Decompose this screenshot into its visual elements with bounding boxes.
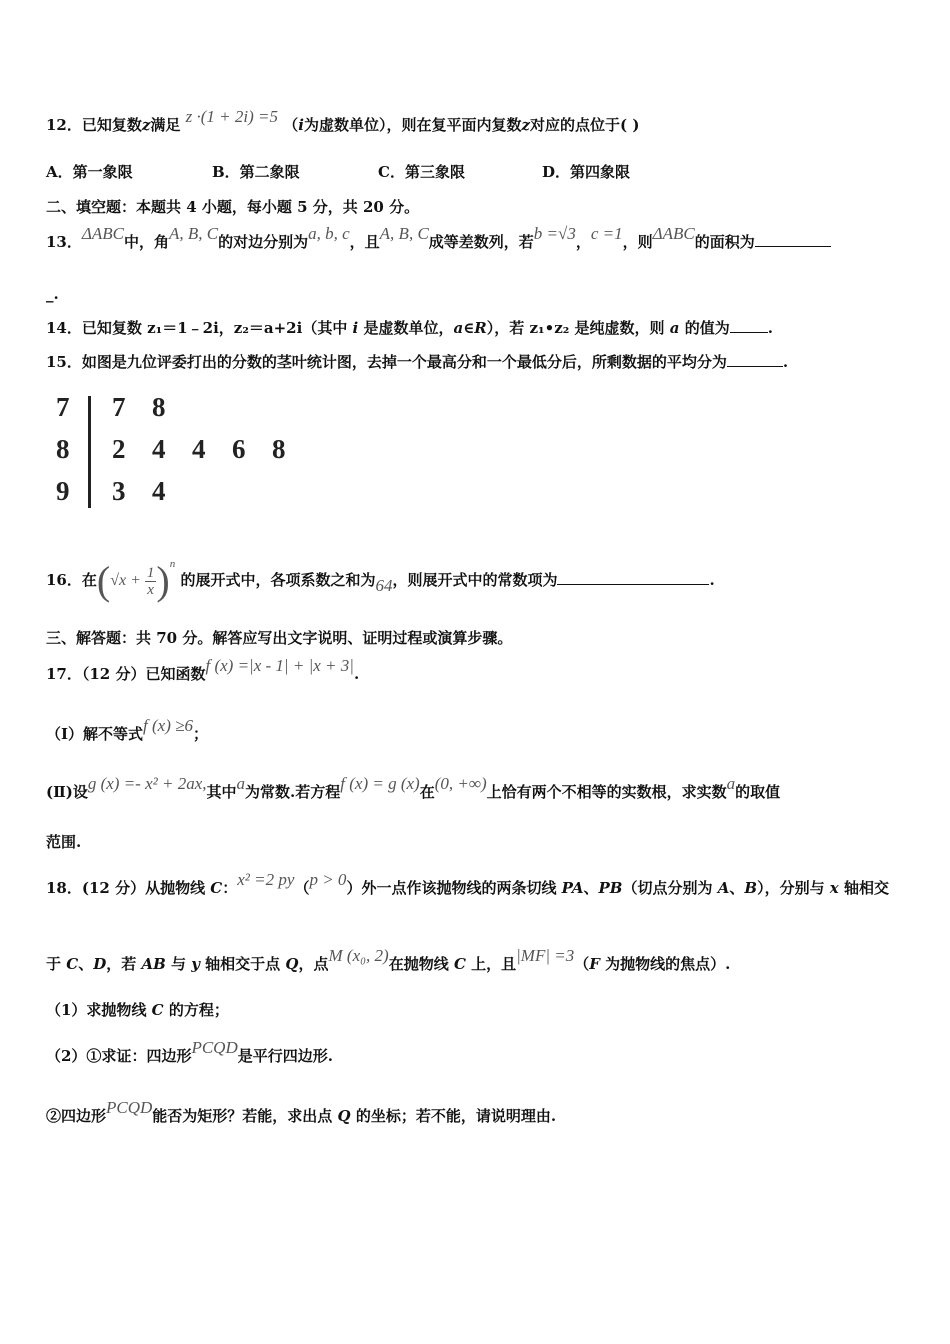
q13-math-angles: A, B, C	[168, 224, 219, 243]
question-15	[46, 352, 788, 372]
q13-math-angles-2: A, B, C	[379, 224, 429, 243]
q16-paren-open: (	[96, 558, 111, 603]
q18-colon: ：	[222, 879, 238, 897]
question-17-part-1	[46, 716, 208, 744]
q13-text-6: ，则	[622, 233, 653, 251]
q18-3-text-1: 能否为矩形？若能，求出点	[152, 1107, 338, 1125]
q18c-text-2: ，若	[106, 955, 142, 973]
q14-z1: z₁＝1﹣2i	[147, 319, 219, 337]
q18c-c: C	[66, 955, 79, 973]
q12-equation: z ·(1 + 2i) =5	[185, 107, 279, 126]
q18-b: B	[744, 879, 758, 897]
q17-2-cont: 范围.	[46, 833, 82, 851]
q13-math-triangle: ΔABC	[81, 224, 124, 243]
q18-text-4: ），分别与	[757, 879, 830, 897]
q18-2-lead: （2）①求证：四边形	[46, 1047, 192, 1065]
question-14	[46, 318, 773, 338]
q16-end: .	[709, 571, 715, 589]
q17-2-interval: (0, +∞)	[434, 774, 487, 793]
q16-text-2: ，则展开式中的常数项为	[392, 571, 558, 589]
stem-divider	[88, 396, 91, 508]
q18c-dot: 、	[78, 955, 94, 973]
option-b: B．第二象限	[212, 163, 300, 181]
q14-text-5: 的值为	[679, 319, 730, 337]
q14-var-i: i	[352, 319, 359, 337]
q18-3-q: Q	[337, 1107, 351, 1125]
q17-1-end: ；	[192, 725, 208, 743]
question-16	[46, 560, 715, 602]
q13-math-b: b =√3	[533, 224, 576, 243]
answer-blank[interactable]	[557, 570, 709, 585]
q16-frac-den: x	[147, 581, 154, 598]
leaf-value: 8	[152, 392, 166, 422]
q17-2-text-4: 上恰有两个不相等的实数根，求实数	[486, 783, 727, 801]
q18-pa: PA	[561, 879, 584, 897]
q16-exponent: n	[169, 558, 176, 570]
q14-text-2: 是虚数单位，	[358, 319, 454, 337]
q16-plus: +	[126, 572, 145, 589]
q13-text-5: ，	[575, 233, 591, 251]
q18-3-lead: ②四边形	[46, 1107, 107, 1125]
q18-3-text-2: 的坐标；若不能，请说明理由.	[350, 1107, 557, 1125]
q13-text-7: 的面积为	[694, 233, 755, 251]
leaf-value: 4	[192, 434, 206, 464]
q13-text-1: 中，角	[123, 233, 169, 251]
q18-text-1: （	[294, 879, 310, 897]
q17-function: f (x) =|x - 1| + |x + 3|	[205, 656, 354, 675]
q18-a: A	[717, 879, 730, 897]
q15-text: 15．如图是九位评委打出的分数的茎叶统计图，去掉一个最高分和一个最低分后，所剩数据的平均分为	[46, 353, 727, 371]
q16-lead: 16．在	[46, 571, 97, 589]
q12-var-z: z	[141, 116, 151, 134]
q14-text-1: （其中	[302, 319, 353, 337]
q13-math-triangle-2: ΔABC	[652, 224, 695, 243]
q18c-y: y	[191, 955, 200, 973]
question-18	[46, 870, 889, 898]
q13-tail: _.	[46, 285, 59, 303]
q12-text-3: 对应的点位于( )	[530, 116, 640, 134]
q18c-text-3: 与	[165, 955, 192, 973]
q13-text-4: 成等差数列，若	[428, 233, 534, 251]
leaf-value: 7	[112, 392, 126, 422]
q16-frac-num: 1	[146, 564, 155, 581]
leaf-value: 8	[272, 434, 286, 464]
q13-math-sides: a, b, c	[308, 224, 350, 243]
question-18-cont	[46, 946, 731, 974]
q17-2-text-2: 为常数.若方程	[245, 783, 341, 801]
section-2-heading: 二、填空题：本题共 4 小题，每小题 5 分，共 20 分。	[46, 198, 420, 216]
q18-dot-2: 、	[729, 879, 745, 897]
q12-paren: （	[283, 116, 299, 134]
q18-dot: 、	[583, 879, 599, 897]
option-d: D．第四象限	[542, 163, 631, 181]
q16-fraction	[145, 565, 157, 598]
stem-leaf-plot	[56, 392, 316, 512]
q18-2-text: 是平行四边形.	[237, 1047, 333, 1065]
q18c-text-5: ，点	[298, 955, 329, 973]
q12-var-i: i	[298, 116, 304, 134]
q16-sqrt-x: √x	[110, 572, 127, 589]
q14-text-4: 是纯虚数，则	[569, 319, 670, 337]
q16-sum-value: 64	[375, 576, 393, 595]
q12-lead: 12．已知复数	[46, 116, 142, 134]
q17-2-a-2: a	[726, 774, 736, 793]
q18c-d: D	[93, 955, 107, 973]
q14-condition: a∈R	[453, 319, 487, 337]
q18c-text-4: 轴相交于点	[199, 955, 286, 973]
q14-end: .	[767, 319, 773, 337]
q12-text: 满足	[150, 116, 181, 134]
q18-text-5: 轴相交	[838, 879, 889, 897]
question-12	[46, 107, 640, 135]
q18c-text-9: 为抛物线的焦点）.	[599, 955, 731, 973]
question-18-part-2	[46, 1038, 333, 1066]
q17-lead: 17．（12 分）已知函数	[46, 665, 206, 683]
q18c-text-8: （	[574, 955, 590, 973]
q18c-text-1: 于	[46, 955, 67, 973]
q17-1-inequality: f (x) ≥6	[143, 716, 193, 735]
q17-2-text-3: 在	[419, 783, 435, 801]
section-3-heading: 三、解答题：共 70 分。解答应写出文字说明、证明过程或演算步骤。	[46, 629, 513, 647]
q17-2-text-1: 其中	[206, 783, 237, 801]
q14-lead: 14．已知复数	[46, 319, 148, 337]
q18c-ab: AB	[141, 955, 166, 973]
q18-text-3: （切点分别为	[622, 879, 718, 897]
q18c-text-6: 在抛物线	[388, 955, 454, 973]
q13-text-2: 的对边分别为	[218, 233, 309, 251]
q14-z2: z₂＝a+2i	[233, 319, 303, 337]
q18-1-c: C	[151, 1001, 164, 1019]
q18-2-quad: PCQD	[191, 1038, 238, 1057]
q18-3-quad: PCQD	[106, 1098, 153, 1117]
leaf-value: 3	[112, 476, 126, 506]
q18c-point-m: M (x₀, 2)	[328, 946, 389, 965]
answer-blank[interactable]	[755, 232, 831, 247]
q18-1-text: 的方程；	[163, 1001, 229, 1019]
q18-parabola: x² =2 py	[237, 870, 295, 889]
stem-value: 8	[56, 434, 70, 464]
q18-lead: 18．(12 分）从抛物线	[46, 879, 211, 897]
q13-lead: 13．	[46, 233, 82, 251]
question-18-part-3	[46, 1098, 557, 1126]
q18-p-condition: p > 0	[309, 870, 347, 889]
question-17-part-2	[46, 774, 781, 802]
q16-paren-close: )	[156, 558, 170, 603]
q18c-text-7: 上，且	[465, 955, 517, 973]
q15-end: .	[782, 353, 789, 371]
q18-x: x	[829, 879, 839, 897]
q18-c: C	[210, 879, 223, 897]
q17-2-a: a	[236, 774, 246, 793]
option-c: C．第三象限	[378, 163, 465, 181]
q18c-f: F	[589, 955, 600, 973]
q14-text-3: ），若	[486, 319, 530, 337]
q14-sep: ，	[218, 319, 234, 337]
question-18-part-1	[46, 1000, 229, 1020]
question-17	[46, 656, 360, 684]
stem-value: 9	[56, 476, 70, 506]
q18c-c-2: C	[453, 955, 466, 973]
q12-text-2: 为虚数单位），则在复平面内复数	[303, 116, 522, 134]
q17-2-equation: f (x) = g (x)	[340, 774, 420, 793]
q17-2-g: g (x) =- x² + 2ax,	[87, 774, 207, 793]
q17-2-lead: (Ⅱ)设	[46, 783, 88, 801]
question-13	[46, 224, 831, 252]
answer-blank[interactable]	[730, 318, 768, 333]
q18-text-2: ）外一点作该抛物线的两条切线	[346, 879, 562, 897]
leaf-value: 6	[232, 434, 246, 464]
q18-pb: PB	[598, 879, 623, 897]
q17-1-lead: （Ⅰ）解不等式	[46, 725, 144, 743]
option-a: A．第一象限	[46, 163, 133, 181]
q13-text-3: ，且	[349, 233, 380, 251]
q18-1-lead: （1）求抛物线	[46, 1001, 152, 1019]
q12-var-z-2: z	[521, 116, 531, 134]
leaf-value: 4	[152, 434, 166, 464]
q17-end: .	[353, 665, 360, 683]
leaf-value: 2	[112, 434, 126, 464]
stem-value: 7	[56, 392, 70, 422]
q14-product: z₁•z₂	[529, 319, 570, 337]
leaf-value: 4	[152, 476, 166, 506]
q13-math-c: c =1	[590, 224, 623, 243]
answer-blank[interactable]	[727, 352, 783, 367]
q17-2-text-5: 的取值	[735, 783, 781, 801]
q18c-q: Q	[285, 955, 299, 973]
q16-text-1: 的展开式中，各项系数之和为	[180, 571, 376, 589]
q18c-mf: |MF| =3	[516, 946, 575, 965]
q14-var-a: a	[669, 319, 680, 337]
